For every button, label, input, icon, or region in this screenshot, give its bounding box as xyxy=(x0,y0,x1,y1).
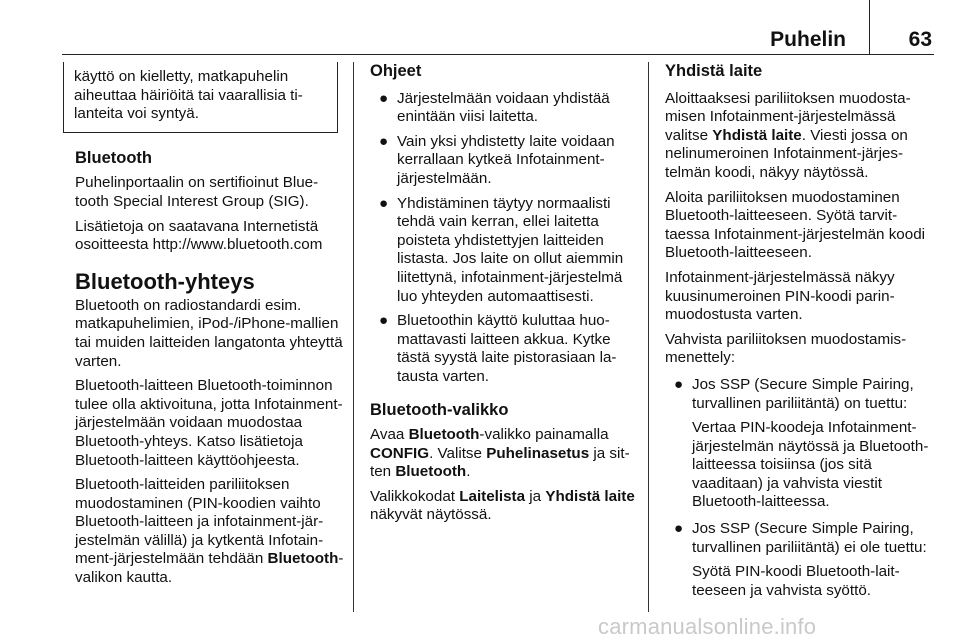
bluetooth-menu-heading: Bluetooth-valikko xyxy=(370,400,509,419)
bullet-icon: ● xyxy=(379,89,389,107)
connection-paragraph-3-text: Bluetooth-laitteiden pariliitoksen muodostaminen (PIN-koodien vaihto Bluetooth-laitteen ja infotainment-järjestelmän välillä) ja kytkentä Infotainment-järjestelmään tehdään xyxy=(75,476,324,568)
bluetooth-menu-ref: Bluetooth xyxy=(267,550,339,568)
bullet-icon: ● xyxy=(379,312,389,330)
list-item-text: Järjestelmään voidaan yhdistää enintään viisi laitetta. xyxy=(397,89,610,126)
connect-paragraph-4: Vahvista pariliitoksen muodostamismenettely: xyxy=(665,330,907,367)
watermark: carmanualsonline.info xyxy=(598,614,817,639)
menu-text-i: . xyxy=(466,463,471,481)
menu-paragraph-2 xyxy=(370,488,640,525)
header-divider xyxy=(869,0,871,54)
list-item-text: Jos SSP (Secure Simple Pairing, turvallinen pariliitäntä) ei ole tuettu: xyxy=(692,520,927,556)
config-ref: CONFIG xyxy=(370,444,430,462)
warning-text: käyttö on kielletty, matkapuhelin aiheuttaa häiriöitä tai vaarallisia tilanteita voi syntyä. xyxy=(74,68,303,123)
bluetooth-option-ref: Bluetooth xyxy=(395,463,467,481)
bluetooth-paragraph-2: Lisätietoja on saatavana Internetistä osoitteesta http://www.bluetooth.com xyxy=(75,217,323,254)
device-list-ref: Laitelista xyxy=(459,487,526,505)
bullet-icon: ● xyxy=(379,132,389,150)
bullet-icon: ● xyxy=(674,375,684,393)
list-item-subtext: Syötä PIN-koodi Bluetooth-laitteeseen ja vahvista syöttö. xyxy=(692,563,900,599)
column-divider-1 xyxy=(353,62,354,612)
bluetooth-paragraph-1: Puhelinportaalin on sertifioinut Bluetooth Special Interest Group (SIG). xyxy=(75,174,319,210)
list-item-text: Yhdistäminen täytyy normaalisti tehdä vain kerran, ellei laitetta poisteta yhdistettyjen laitteiden listasta. Jos laite on ollut aiemmin liitettynä, infotainment-järjestelmä luo yhteyden automaattisesti. xyxy=(397,194,624,305)
phone-settings-ref: Puhelinasetus xyxy=(486,444,590,462)
connection-paragraph-3 xyxy=(75,476,345,588)
bluetooth-heading: Bluetooth xyxy=(75,148,152,167)
column-3 xyxy=(665,62,935,606)
list-item-text: Jos SSP (Secure Simple Pairing, turvallinen pariliitäntä) on tuettu: xyxy=(692,375,914,412)
list-item xyxy=(370,90,640,127)
section-title: Puhelin xyxy=(770,28,846,51)
list-item xyxy=(370,312,640,386)
menu-bluetooth-ref: Bluetooth xyxy=(408,426,480,444)
menu-text-e: . Valitse xyxy=(429,444,487,462)
connection-paragraph-2: Bluetooth-laitteen Bluetooth-toiminnon tulee olla aktivoituna, jotta Infotainment-järjestelmään voidaan muodostaa Bluetooth-yhteys. Katso lisätietoja Bluetooth-laitteen käyttöohjeesta. xyxy=(75,377,343,469)
list-item xyxy=(370,195,640,307)
connect-device-option-ref: Yhdistä laite xyxy=(712,126,802,144)
connect-paragraph-1 xyxy=(665,90,935,183)
list-item-text: Vain yksi yhdistetty laite voidaan kerrallaan kytkeä Infotainment-järjestelmään. xyxy=(397,132,615,187)
column-2 xyxy=(370,62,640,531)
menu2-text-e: näkyvät näytössä. xyxy=(370,506,492,524)
connect-device-ref: Yhdistä laite xyxy=(545,487,635,505)
connection-paragraph-3-tail: -valikon kautta. xyxy=(75,550,344,587)
connect-device-heading: Yhdistä laite xyxy=(665,62,763,80)
connect-p1-a: Aloittaaksesi pariliitoksen muodostamisen Infotainment-järjestelmässä valitse xyxy=(665,89,911,144)
column-1 xyxy=(75,62,345,594)
connect-paragraph-3: Infotainment-järjestelmässä näkyy kuusinumeroinen PIN-koodi parinmuodostusta varten. xyxy=(665,268,895,324)
bullet-icon: ● xyxy=(379,194,389,212)
page-number: 63 xyxy=(908,28,932,51)
warning-box xyxy=(63,62,338,133)
list-item-text: Bluetoothin käyttö kuluttaa huomattavasti laitteen akkua. Kytke tästä syystä laite pistorasiaan latausta varten. xyxy=(397,312,617,385)
list-item xyxy=(665,376,935,512)
bluetooth-connection-heading: Bluetooth-yhteys xyxy=(75,268,255,294)
menu-text-a: Avaa xyxy=(370,426,409,444)
connection-paragraph-1: Bluetooth on radiostandardi esim. matkapuhelimien, iPod-/iPhone-mallien tai muiden laitteiden langatonta yhteyttä varten. xyxy=(75,296,343,370)
list-item xyxy=(370,133,640,189)
menu-text-c: -valikko painamalla xyxy=(479,426,609,444)
column-divider-2 xyxy=(648,62,649,612)
instructions-heading: Ohjeet xyxy=(370,62,422,80)
menu2-text-c: ja xyxy=(525,487,546,505)
list-item-subtext: Vertaa PIN-koodeja Infotainment-järjestelmän näytössä ja Bluetooth-laitteessa toisiinsa (jos sitä vaaditaan) ja vahvista viestit Bluetooth-laitteessa. xyxy=(692,419,929,511)
menu2-text-a: Valikkokodat xyxy=(370,487,460,505)
connect-paragraph-2: Aloita pariliitoksen muodostaminen Bluetooth-laitteeseen. Syötä tarvittaessa Infotainment-järjestelmän koodi Bluetooth-laitteeseen. xyxy=(665,188,926,262)
connect-p1-c: . Viesti jossa on nelinumeroinen Infotainment-järjestelmän koodi, näkyy näytössä. xyxy=(665,126,908,181)
menu-text-g: ja sitten xyxy=(370,444,630,481)
list-item xyxy=(665,520,935,600)
menu-paragraph-1 xyxy=(370,426,640,482)
bullet-icon: ● xyxy=(674,520,684,538)
page-header xyxy=(62,30,934,55)
